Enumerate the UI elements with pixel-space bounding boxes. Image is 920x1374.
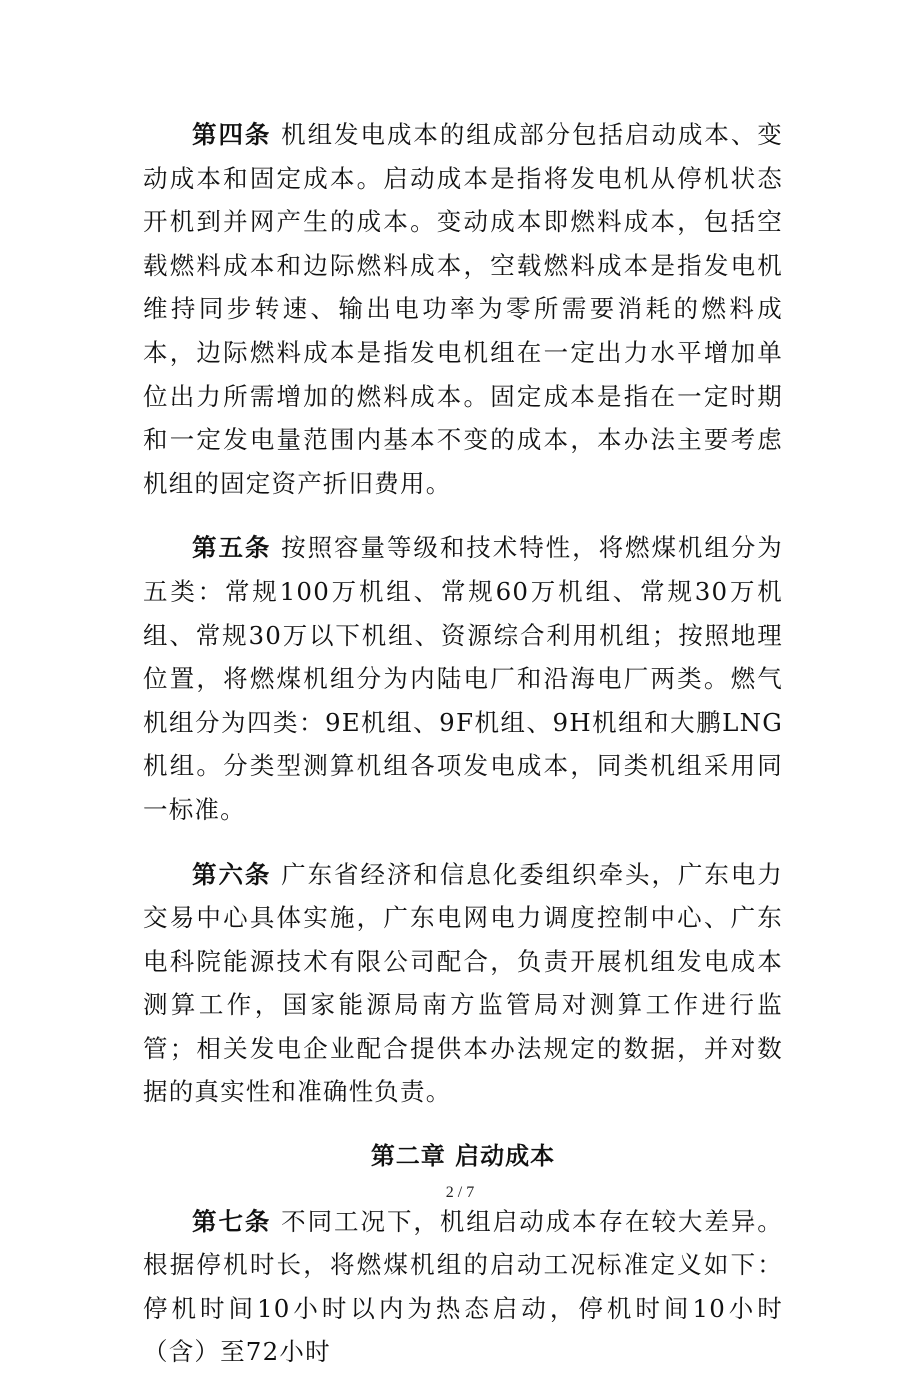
article-4-text: 机组发电成本的组成部分包括启动成本、变动成本和固定成本。启动成本是指将发电机从停机状态开机到并网产生的成本。变动成本即燃料成本，包括空载燃料成本和边际燃料成本，空载燃料成本是指发电机维持同步转速、输出电功率为零所需要消耗的燃料成本，边际燃料成本是指发电机组在一定出力水平增加单位出力所需增加的燃料成本。固定成本是指在一定时期和一定发电量范围内基本不变的成本，本办法主要考虑机组的固定资产折旧费用。 [143,120,783,498]
article-4 [143,113,783,505]
article-4-lead: 第四条 [192,120,272,149]
chapter-heading: 第二章 启动成本 [370,1142,556,1171]
article-5-text: 按照容量等级和技术特性，将燃煤机组分为五类：常规100万机组、常规60万机组、常规30万机组、常规30万以下机组、资源综合利用机组；按照地理位置，将燃煤机组分为内陆电厂和沿海电厂两类。燃气机组分为四类：9E机组、9F机组、9H机组和大鹏LNG机组。分类型测算机组各项发电成本，同类机组采用同一标准。 [143,533,783,824]
page-number: 2 / 7 [445,1184,475,1201]
article-7-text: 不同工况下，机组启动成本存在较大差异。根据停机时长，将燃煤机组的启动工况标准定义如下：停机时间10小时以内为热态启动，停机时间10小时（含）至72小时 [143,1206,783,1367]
article-5-lead: 第五条 [192,533,272,563]
article-6-text: 广东省经济和信息化委组织牵头，广东电力交易中心具体实施，广东电网电力调度控制中心、广东电科院能源技术有限公司配合，负责开展机组发电成本测算工作，国家能源局南方监管局对测算工作进行监管；相关发电企业配合提供本办法规定的数据，并对数据的真实性和准确性负责。 [143,859,783,1107]
article-6-lead: 第六条 [192,859,272,889]
article-7-lead: 第七条 [192,1206,272,1236]
article-7 [143,1200,783,1374]
article-6 [143,853,783,1115]
article-5 [143,526,783,831]
